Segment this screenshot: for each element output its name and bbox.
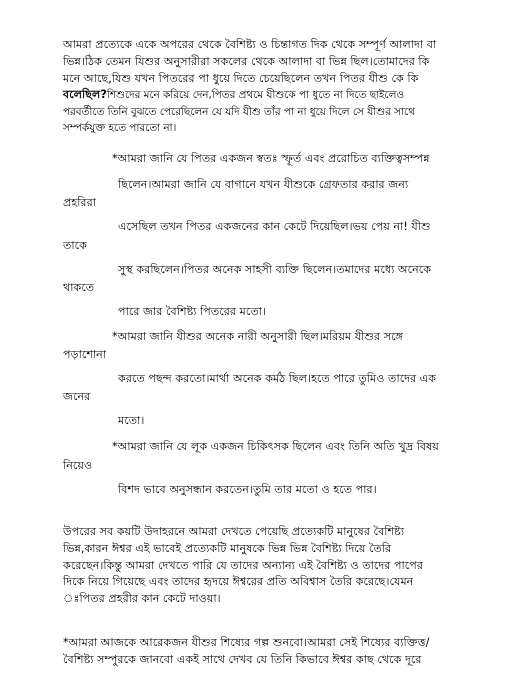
example-line-10: পড়াশোনা <box>63 348 107 361</box>
example-line-5: তাকে <box>63 239 87 252</box>
paragraph-1-line-4-rest: শিশুদের মনে করিয়ে দেন,পিতর প্রথমে যীশুকে পা ধুতে না দিতে ছাইলেও <box>106 89 404 101</box>
paragraph-1-line-1: আমরা প্রত্যেকে একে অপরের থেকে বৈশিষ্ট্য ও চিন্তাগত দিক থেকে সম্পূর্ণ আলাদা বা <box>63 38 437 51</box>
example-line-12: জনের <box>63 390 91 403</box>
example-line-14: *আমরা জানি যে লূক একজন চিকিৎসক ছিলেন এবং তিনি অতি খুদ্র বিষয় <box>112 440 439 453</box>
paragraph-1-line-6: সম্পর্কযুক্ত হতে পারতো না। <box>63 122 177 134</box>
example-line-6: সুস্থ করছিলেন।পিতর অনেক সাহসী ব্যক্তি ছিলেন।তমাদের মধ্যে অনেকে <box>118 263 432 276</box>
paragraph-2-line-3: করেছেন।কিন্তু আমরা দেখতে পারি যে তাদের অন্যান্য এই বৈশিষ্ট্য ও তাদের পাপের <box>63 559 424 572</box>
example-line-9: *আমরা জানি যীশুর অনেক নারী অনুসারী ছিল।মরিয়ম যীশুর সঙ্গে <box>112 330 404 343</box>
paragraph-3-line-1: *আমরা আজকে আরেকজন যীশুর শিষ্যের গল্প শুনবো।আমরা সেই শিষ্যের ব্যক্তিত্ত/ <box>63 636 430 649</box>
example-line-15: নিয়েও <box>63 459 93 472</box>
paragraph-1-line-5: পরবর্তীতে তিনি বুঝতে পেরেছিলেন যে যদি যীশু তাঁর পা না ধুয়ে দিলে সে যীশুর সাথে <box>63 106 415 118</box>
example-line-2: ছিলেন।আমরা জানি যে বাগানে যখন যীশুকে গ্রেফতার করার জন্য <box>118 178 409 191</box>
paragraph-2-line-5: ঃপিতর প্রহরীর কান কেটে দাওয়া। <box>63 592 221 605</box>
example-line-13: মতো। <box>118 414 145 427</box>
example-line-7: থাকতে <box>63 281 95 294</box>
paragraph-3-line-2: বৈশিষ্ট্য সম্পুরকে জানবো একই সাথে দেখব যে তিনি কিভাবে ঈশ্বর কাছ থেকে দূরে <box>63 653 422 666</box>
example-line-4: এসেছিল তখন পিতর একজনের কান কেটে দিয়েছিল।ভয় পেয় না! যীশু <box>118 220 431 233</box>
example-line-3: প্রহরিরা <box>63 196 96 209</box>
paragraph-1-line-4 <box>63 88 404 102</box>
paragraph-1-line-3: মনে আছে,যিশু যখন পিতরের পা ধুয়ে দিতে চেয়েছিলেন তখন পিতর যীশু কে কি <box>63 72 419 85</box>
paragraph-2-line-4: দিকে নিয়ে গিয়েছে এবং তাদের হৃদয়ে ঈশ্বরের প্রতি অবিশ্বাস তৈরি করেছে।যেমন <box>63 575 414 588</box>
example-line-8: পারে জার বৈশিষ্ট্য পিতরের মতো। <box>118 305 266 318</box>
paragraph-1-line-2: ভিন্ন।ঠিক তেমন যিশুর অনুসারীরা সকলের থেকে আলাদা বা ভিন্ন ছিল।তোমাদের কি <box>63 55 430 68</box>
example-line-11: করতে পছন্দ করতো।মার্থা অনেক কর্মঠ ছিল।হতে পারে তুমিও তাদের এক <box>118 372 437 385</box>
example-line-1: *আমরা জানি যে পিতর একজন স্বতঃ স্ফূর্ত এবং প্ররোচিত ব্যক্তিত্বসম্পন্ন <box>112 152 430 165</box>
paragraph-1-bold-phrase: বলেছিল? <box>63 88 107 101</box>
paragraph-2-line-2: ভিন্ন,কারন ঈশ্বর এই ভাবেই প্রত্যেকটি মানুষকে ভিন্ন ভিন্ন বৈশিষ্ট্য দিয়ে তৈরি <box>63 542 392 555</box>
example-line-16: বিশদ ভাবে অনুসন্ধান করতেন।তুমি তার মতো ও হতে পার। <box>118 483 377 496</box>
paragraph-2-line-1: উপরের সব কয়টি উদাহরনে আমরা দেখতে পেয়েছি প্রত্যেকটি মানুষের বৈশিষ্ট্য <box>63 525 405 538</box>
